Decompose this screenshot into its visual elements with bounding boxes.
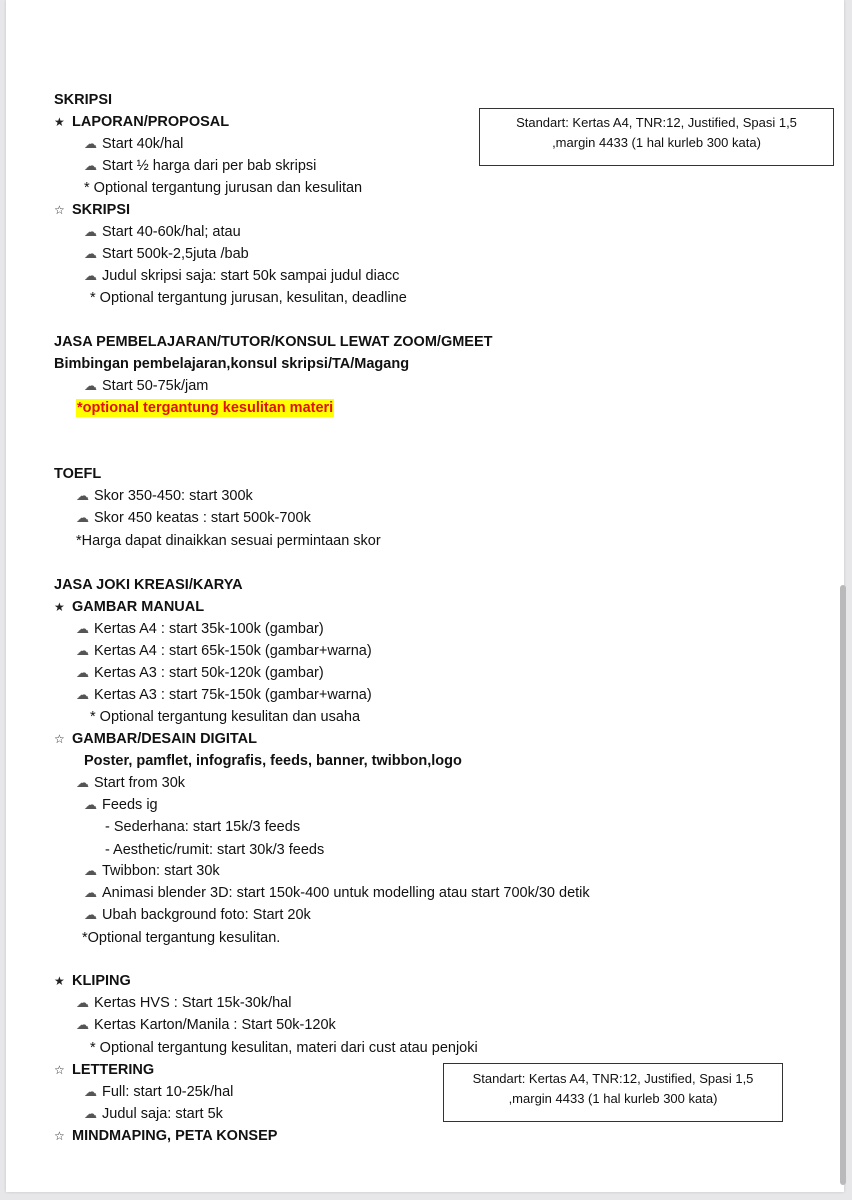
cloud-icon: ☁ [84,137,97,152]
item-lettering: ☆ LETTERING [54,1062,155,1078]
cloud-icon: ☁ [84,225,97,240]
list-item: ☁ Start 50-75k/jam [84,378,209,394]
list-item: ☁ Judul skripsi saja: start 50k sampai judul diacc [84,268,400,284]
list-item: ☁ Twibbon: start 30k [84,863,220,879]
cloud-icon: ☁ [76,1018,89,1033]
list-item: ☁ Animasi blender 3D: start 150k-400 untuk modelling atau start 700k/30 detik [84,885,590,901]
item-gambar-manual: ★ GAMBAR MANUAL [54,599,205,615]
cloud-icon: ☁ [76,489,89,504]
note-skripsi: * Optional tergantung jurusan, kesulitan, deadline [90,290,407,306]
cloud-icon: ☁ [84,379,97,394]
section-heading-skripsi: SKRIPSI [54,92,113,108]
cloud-icon: ☁ [76,511,89,526]
list-item: ☁ Start from 30k [76,775,186,791]
list-item: ☁ Start 40-60k/hal; atau [84,224,241,240]
scrollbar[interactable] [840,585,846,1185]
list-item: ☁ Ubah background foto: Start 20k [84,907,311,923]
list-item: ☁ Judul saja: start 5k [84,1106,223,1122]
list-item: - Aesthetic/rumit: start 30k/3 feeds [105,842,325,858]
item-skripsi: ☆ SKRIPSI [54,202,131,218]
star-outline-icon: ☆ [54,203,65,217]
star-outline-icon: ☆ [54,732,65,746]
standard-info-box: Standart: Kertas A4, TNR:12, Justified, Spasi 1,5 ,margin 4433 (1 hal kurleb 300 kata) [479,108,834,166]
list-item: ☁ Kertas A3 : start 75k-150k (gambar+warna) [76,687,372,703]
star-outline-icon: ☆ [54,1129,65,1143]
highlight-note: *optional tergantung kesulitan materi [77,400,334,416]
item-kliping: ★ KLIPING [54,973,131,989]
cloud-icon: ☁ [84,886,97,901]
item-mindmaping: ☆ MINDMAPING, PETA KONSEP [54,1128,278,1144]
section-subheading-tutor: Bimbingan pembelajaran,konsul skripsi/TA/Magang [54,356,410,372]
list-item: ☁ Skor 450 keatas : start 500k-700k [76,510,311,526]
cloud-icon: ☁ [84,269,97,284]
list-item: ☁ Start ½ harga dari per bab skripsi [84,158,317,174]
cloud-icon: ☁ [84,159,97,174]
cloud-icon: ☁ [76,776,89,791]
list-item: ☁ Kertas A3 : start 50k-120k (gambar) [76,665,324,681]
cloud-icon: ☁ [84,1085,97,1100]
cloud-icon: ☁ [84,864,97,879]
list-item: ☁ Kertas Karton/Manila : Start 50k-120k [76,1017,336,1033]
list-item: ☁ Start 40k/hal [84,136,184,152]
list-item: - Sederhana: start 15k/3 feeds [105,819,301,835]
standard-info-box: Standart: Kertas A4, TNR:12, Justified, Spasi 1,5 ,margin 4433 (1 hal kurleb 300 kata) [443,1063,783,1122]
list-item: ☁ Skor 350-450: start 300k [76,488,253,504]
section-heading-toefl: TOEFL [54,466,102,482]
star-outline-icon: ☆ [54,1063,65,1077]
note-gambar-manual: * Optional tergantung kesulitan dan usaha [90,709,361,725]
item-gambar-digital: ☆ GAMBAR/DESAIN DIGITAL [54,731,258,747]
section-heading-kreasi: JASA JOKI KREASI/KARYA [54,577,243,593]
list-item: ☁ Kertas A4 : start 35k-100k (gambar) [76,621,324,637]
cloud-icon: ☁ [84,247,97,262]
section-heading-tutor: JASA PEMBELAJARAN/TUTOR/KONSUL LEWAT ZOOM/GMEET [54,334,493,350]
note-kliping: * Optional tergantung kesulitan, materi dari cust atau penjoki [90,1040,478,1056]
list-item: ☁ Feeds ig [84,797,158,813]
note-gambar-digital: *Optional tergantung kesulitan. [82,930,281,946]
list-item: ☁ Full: start 10-25k/hal [84,1084,234,1100]
list-item: ☁ Start 500k-2,5juta /bab [84,246,249,262]
cloud-icon: ☁ [84,1107,97,1122]
star-icon: ★ [54,600,65,614]
list-item: ☁ Kertas A4 : start 65k-150k (gambar+warna) [76,643,372,659]
note-toefl: *Harga dapat dinaikkan sesuai permintaan skor [76,533,381,549]
cloud-icon: ☁ [76,644,89,659]
cloud-icon: ☁ [76,996,89,1011]
cloud-icon: ☁ [76,666,89,681]
subtitle-gambar-digital: Poster, pamflet, infografis, feeds, banner, twibbon,logo [84,753,462,769]
star-icon: ★ [54,115,65,129]
cloud-icon: ☁ [76,622,89,637]
cloud-icon: ☁ [76,688,89,703]
document-page [6,0,844,1192]
cloud-icon: ☁ [84,798,97,813]
note-laporan: * Optional tergantung jurusan dan kesulitan [84,180,363,196]
cloud-icon: ☁ [84,908,97,923]
star-icon: ★ [54,974,65,988]
list-item: ☁ Kertas HVS : Start 15k-30k/hal [76,995,292,1011]
item-laporan-proposal: ★ LAPORAN/PROPOSAL [54,114,230,130]
